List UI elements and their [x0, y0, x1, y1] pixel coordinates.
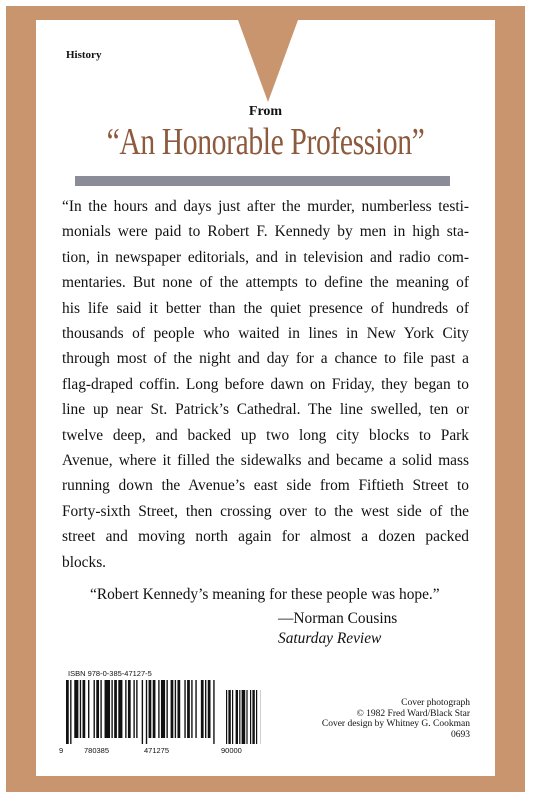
barcode-addon-bar	[239, 690, 240, 744]
barcode-addon-bar	[242, 690, 246, 744]
barcode-addon-bar	[236, 690, 238, 744]
barcode	[66, 680, 261, 744]
barcode-bar	[94, 680, 95, 738]
attribution-name: —Norman Cousins	[278, 610, 398, 627]
quote-line: monials were paid to Robert F. Kennedy by men in high sta-	[62, 223, 469, 241]
barcode-bar	[191, 680, 192, 738]
barcode-bar	[83, 680, 86, 738]
barcode-bar	[70, 680, 71, 744]
barcode-addon-bar	[250, 690, 251, 744]
barcode-bar	[201, 680, 204, 738]
excerpt-quote	[62, 194, 469, 575]
text-panel	[36, 20, 495, 776]
quote-line: running down the Avenue’s east side from Fiftieth Street to	[62, 477, 469, 495]
barcode-addon-bar	[256, 690, 257, 744]
barcode-addon-bar	[246, 690, 247, 744]
barcode-addon-bar	[226, 690, 227, 744]
excerpt-title: “An Honorable Profession”	[106, 121, 425, 163]
quote-line: twelve deep, and backed up two long city blocks to Park	[62, 426, 469, 444]
quote-line: flag-draped coffin. Long before dawn on Friday, they began to	[62, 375, 469, 393]
isbn-label: ISBN 978-0-385-47127-5	[68, 669, 152, 678]
quote-line: his life said it better than the quiet presence of hundreds of	[62, 299, 469, 317]
closing-quote: “Robert Kennedy’s meaning for these people was hope.”	[90, 586, 440, 603]
barcode-addon: 90000	[221, 746, 242, 755]
quote-line: through most of the night and day for a chance to file past a	[62, 350, 469, 368]
barcode-bar	[208, 680, 211, 738]
barcode-bar	[142, 680, 143, 744]
barcode-bar	[161, 680, 165, 738]
barcode-bar	[100, 680, 101, 738]
quote-line: blocks.	[62, 553, 107, 571]
barcode-bar	[195, 680, 196, 738]
barcode-bar	[187, 680, 190, 738]
barcode-bar	[80, 680, 81, 738]
quote-line: line up near St. Patrick’s Cathedral. The line swelled, ten or	[62, 401, 469, 419]
barcode-bar	[136, 680, 137, 738]
barcode-bar	[74, 680, 78, 738]
barcode-bar	[125, 680, 126, 738]
barcode-bar	[105, 680, 111, 738]
barcode-bar	[175, 680, 176, 738]
barcode-bar	[118, 680, 122, 738]
barcode-group-2: 471275	[144, 746, 170, 755]
barcode-group-1: 780385	[84, 746, 110, 755]
barcode-bar	[166, 680, 167, 738]
barcode-bar	[177, 680, 180, 738]
barcode-bar	[153, 680, 156, 738]
quote-line: thousands of people who waited in lines in New York City	[62, 325, 469, 343]
barcode-addon-bar	[228, 690, 230, 744]
cover-frame	[6, 6, 525, 792]
decorative-triangle	[238, 20, 298, 102]
quote-line: tion, in newspaper editorials, and in television and radio com-	[62, 248, 469, 266]
category-label: History	[66, 49, 102, 61]
attribution-publication: Saturday Review	[278, 630, 382, 647]
credit-line: Cover design by Whitney G. Cookman	[321, 719, 470, 729]
barcode-bar	[96, 680, 99, 738]
barcode-bar	[184, 680, 185, 738]
barcode-addon-bar	[232, 690, 233, 744]
barcode-bar	[88, 680, 89, 738]
barcode-bar	[213, 680, 214, 744]
barcode-bar	[171, 680, 174, 738]
barcode-bar	[146, 680, 147, 744]
credit-line: © 1982 Fred Ward/Black Star	[356, 708, 470, 719]
barcode-bar	[111, 680, 112, 738]
from-label: From	[248, 104, 283, 119]
cover-credits	[286, 698, 470, 740]
quote-line: “In the hours and days just after the murder, numberless testi-	[62, 198, 469, 215]
quote-line: Avenue, where it filled the sidewalks and became a solid mass	[62, 452, 469, 470]
barcode-bar	[114, 680, 117, 738]
barcode-bar	[66, 680, 69, 744]
title-rule	[75, 176, 450, 186]
quote-line: street and moving north again for almost a dozen packed	[62, 528, 469, 546]
barcode-first-digit: 9	[59, 746, 64, 755]
barcode-bar	[205, 680, 206, 738]
quote-line: mentaries. But none of the attempts to define the meaning of	[62, 274, 469, 292]
credit-line: 0693	[451, 729, 470, 740]
barcode-bar	[128, 680, 131, 738]
credit-line: Cover photograph	[401, 698, 470, 708]
barcode-bar	[133, 680, 134, 738]
barcode-bar	[149, 680, 152, 738]
barcode-addon-bar	[252, 690, 254, 744]
barcode-bar	[158, 680, 159, 738]
quote-line: Forty-sixth Street, then crossing over to the west side of the	[62, 502, 469, 520]
